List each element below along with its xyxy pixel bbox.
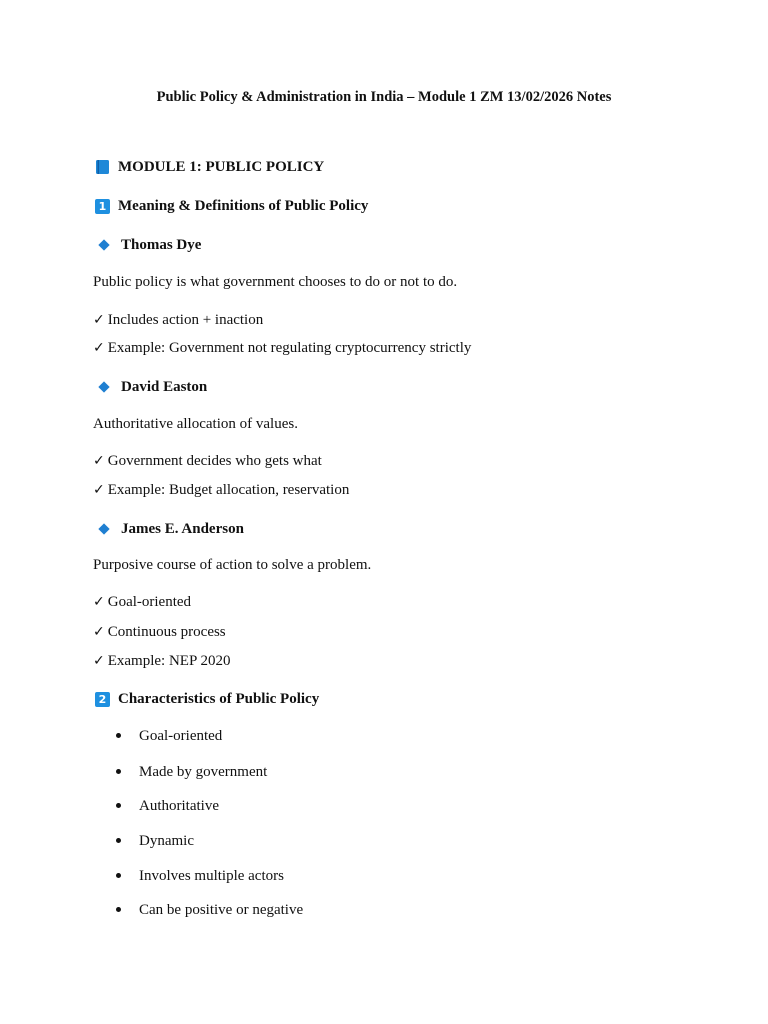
- definition-author-heading: [95, 235, 201, 255]
- definition-text: Authoritative allocation of values.: [93, 416, 298, 432]
- number-one-badge-icon: 1: [95, 199, 110, 214]
- list-item: [116, 762, 267, 782]
- definition-text: Purposive course of action to solve a problem.: [93, 557, 372, 573]
- list-item-text: Authoritative: [139, 798, 219, 814]
- list-item: [116, 796, 219, 816]
- check-mark-icon: ✓: [93, 594, 105, 610]
- section2-heading: [95, 689, 319, 709]
- check-mark-icon: ✓: [93, 624, 105, 640]
- check-point-text: Includes action + inaction: [107, 312, 264, 328]
- check-mark-icon: ✓: [93, 653, 105, 669]
- list-item-text: Can be positive or negative: [139, 902, 304, 918]
- module-heading: [95, 157, 324, 177]
- blue-diamond-icon: [98, 381, 109, 392]
- blue-book-icon: [95, 159, 110, 175]
- blue-diamond-icon: [98, 523, 109, 534]
- definition-text: Public policy is what government chooses to do or not to do.: [93, 274, 458, 290]
- check-point-text: Goal-oriented: [107, 594, 192, 610]
- list-item-text: Dynamic: [139, 833, 194, 849]
- section1-heading: [95, 196, 368, 216]
- check-point-text: Government decides who gets what: [107, 453, 322, 469]
- author-name: Thomas Dye: [121, 237, 202, 253]
- list-item-text: Goal-oriented: [139, 728, 223, 744]
- bullet-dot-icon: [116, 733, 121, 738]
- check-mark-icon: ✓: [93, 482, 105, 498]
- bullet-dot-icon: [116, 769, 121, 774]
- definition-author-heading: [95, 377, 207, 397]
- check-mark-icon: ✓: [93, 453, 105, 469]
- check-point: [93, 651, 231, 671]
- list-item: [116, 866, 284, 886]
- number-two-badge-icon: 2: [95, 692, 110, 707]
- check-point: [93, 338, 471, 358]
- bullet-dot-icon: [116, 803, 121, 808]
- list-item: [116, 831, 194, 851]
- list-item-text: Involves multiple actors: [139, 868, 284, 884]
- list-item: [116, 900, 303, 920]
- check-mark-icon: ✓: [93, 312, 105, 328]
- document-title: Public Policy & Administration in India – Module 1 ZM 13/02/2026 Notes: [156, 89, 612, 105]
- check-point-text: Example: NEP 2020: [107, 653, 231, 669]
- check-point: [93, 310, 263, 330]
- definition-author-heading: [95, 519, 244, 539]
- section1-heading-text: Meaning & Definitions of Public Policy: [118, 198, 369, 214]
- check-point: [93, 480, 349, 500]
- check-point: [93, 622, 226, 642]
- blue-diamond-icon: [98, 239, 109, 250]
- list-item-text: Made by government: [139, 764, 268, 780]
- check-point: [93, 451, 322, 471]
- author-name: James E. Anderson: [121, 521, 244, 537]
- module-heading-text: MODULE 1: PUBLIC POLICY: [118, 159, 325, 175]
- check-point-text: Continuous process: [107, 624, 226, 640]
- author-name: David Easton: [121, 379, 208, 395]
- check-point-text: Example: Budget allocation, reservation: [107, 482, 350, 498]
- check-mark-icon: ✓: [93, 340, 105, 356]
- bullet-dot-icon: [116, 907, 121, 912]
- section2-heading-text: Characteristics of Public Policy: [118, 691, 320, 707]
- bullet-dot-icon: [116, 873, 121, 878]
- bullet-dot-icon: [116, 838, 121, 843]
- check-point: [93, 592, 191, 612]
- list-item: [116, 726, 222, 746]
- check-point-text: Example: Government not regulating cryptocurrency strictly: [107, 340, 472, 356]
